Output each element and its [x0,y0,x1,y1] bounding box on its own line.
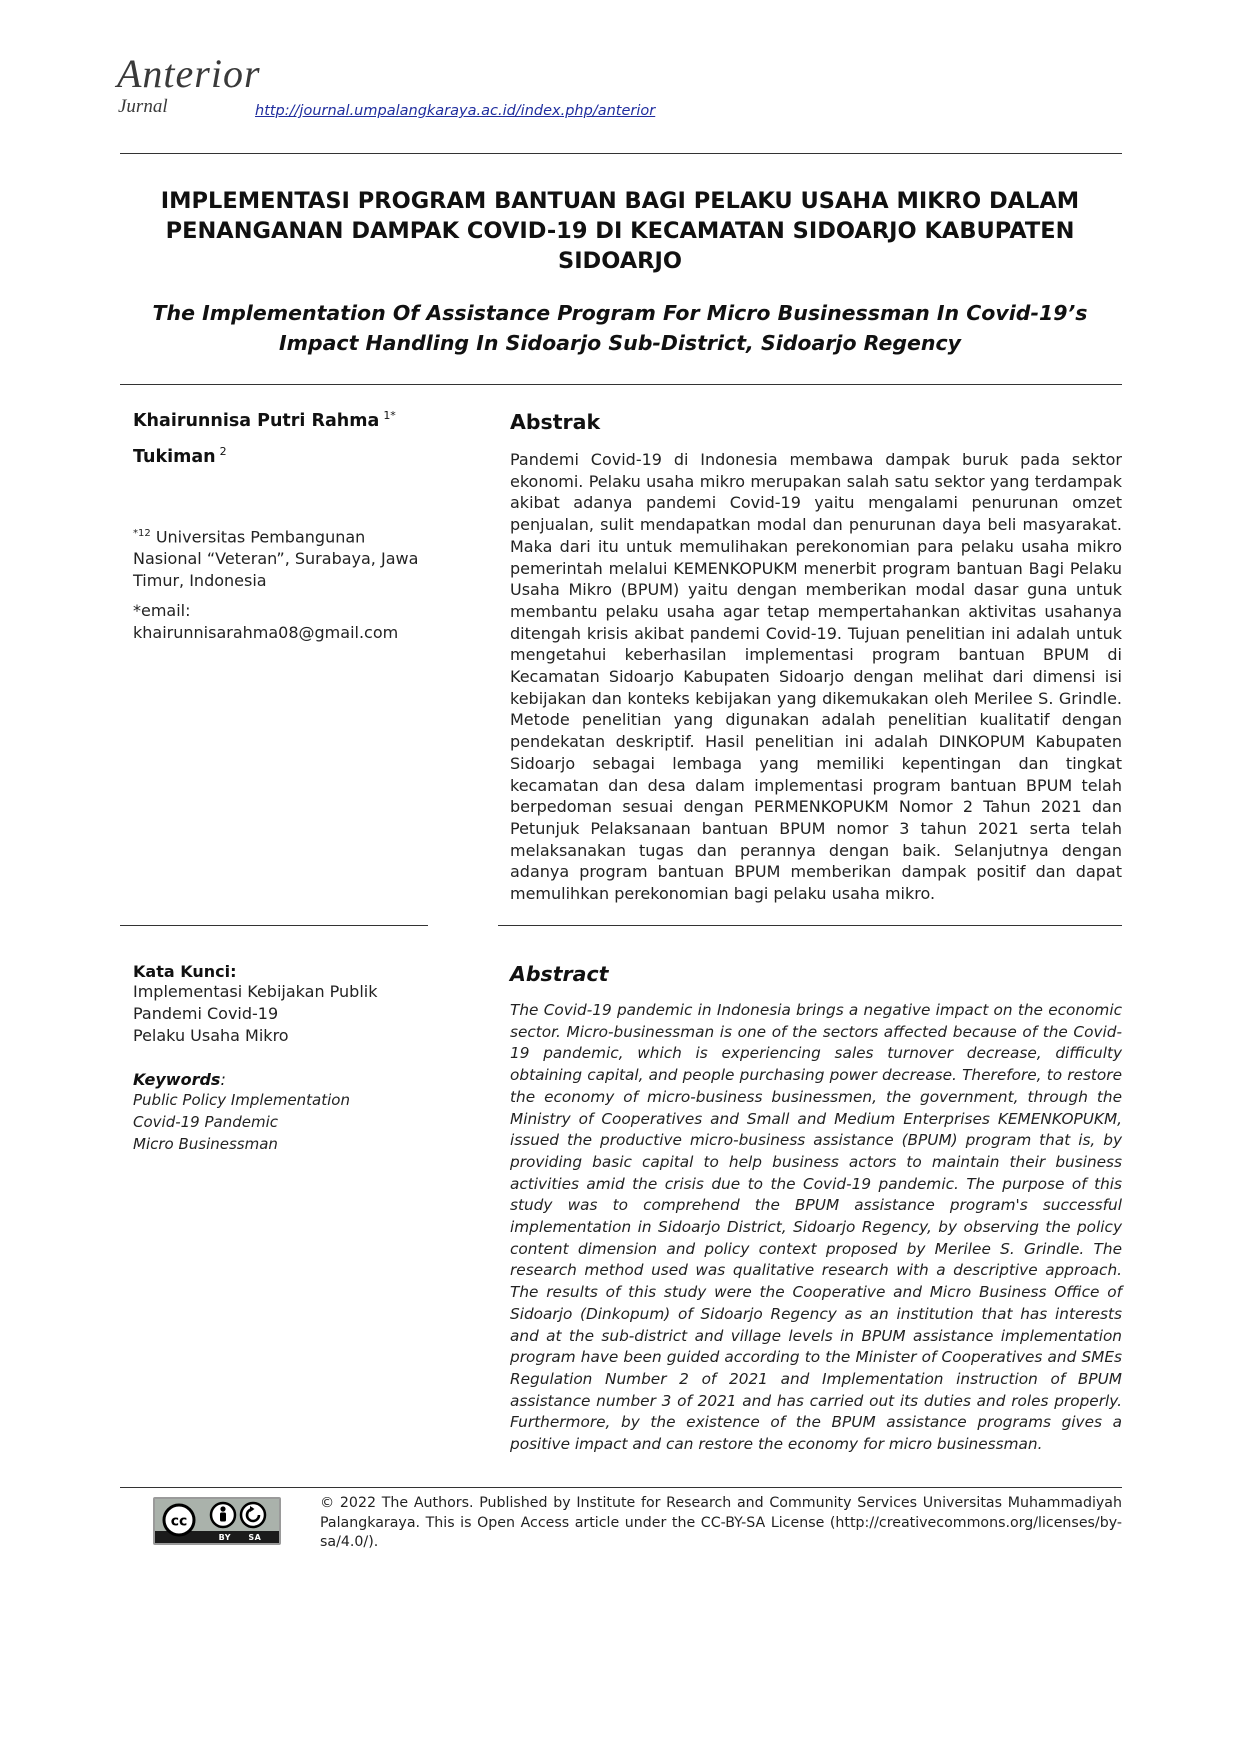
keyword-item-en: Covid-19 Pandemic [133,1113,279,1131]
left-column-divider [120,925,428,926]
copyright-notice: © 2022 The Authors. Published by Institute for Research and Community Services Universitas Muhammadiyah Palangkaraya. This is Open Access article under the CC-BY-SA License (http://creativecommons.org/licenses/by-sa/4.0/). [320,1495,1122,1550]
paper-title-indonesian: IMPLEMENTASI PROGRAM BANTUAN BAGI PELAKU USAHA MIKRO DALAM PENANGANAN DAMPAK COVID-19 DI KECAMATAN SIDOARJO KABUPATEN SIDOARJO [160,188,1080,274]
keywords-heading-en [133,1070,453,1089]
author-name: Tukiman [133,446,216,467]
email-block [133,600,433,644]
cc-by-sa-badge[interactable] [153,1497,281,1545]
title-divider [120,384,1122,385]
author-2 [133,445,227,467]
author-mark: 2 [219,445,227,458]
abstract-text: The Covid-19 pandemic in Indonesia brings a negative impact on the economic sector. Micro-businessman is one of the sectors affected because of the Covid-19 pandemic, which is experiencing sales turnover decrease, difficulty obtaining capital, and people purchasing power decrease. Therefore, to restore the economy of micro-business businessmen, the government, through the Ministry of Cooperatives and Small and Medium Enterprises KEMENKOPUKM, issued the productive micro-business assistance (BPUM) program that is, by providing basic capital to help business actors to maintain their business activities amid the crisis due to the Covid-19 pandemic. The purpose of this study was to comprehend the BPUM assistance program's successful implementation in Sidoarjo District, Sidoarjo Regency, by observing the policy content dimension and policy context proposed by Merilee S. Grindle. The research method used was qualitative research with a descriptive approach. The results of this study were the Cooperative and Micro Business Office of Sidoarjo (Dinkopum) of Sidoarjo Regency as an institution that has interests and at the sub-district and village levels in BPUM assistance implementation program have been guided according to the Minister of Cooperatives and SMEs Regulation Number 2 of 2021 and Implementation instruction of BPUM assistance number 3 of 2021 and has carried out its duties and roles properly. Furthermore, by the existence of the BPUM assistance programs gives a positive impact and can restore the economy for micro businessman. [510,1001,1122,1454]
keywords-english [133,1070,453,1155]
keyword-item-en: Micro Businessman [133,1135,278,1153]
cc-sa-label: SA [248,1533,262,1542]
cc-license-labels [210,1533,270,1542]
affiliation-text: Universitas Pembangunan Nasional “Veteran”, Surabaya, Jawa Timur, Indonesia [133,527,419,591]
cc-by-label: BY [218,1533,232,1542]
journal-url-link[interactable]: http://journal.umpalangkaraya.ac.id/index.php/anterior [255,103,656,119]
author-mark: 1* [383,409,396,422]
affiliation [133,523,433,592]
abstract-heading: Abstract [510,962,609,986]
keyword-item: Pandemi Covid-19 [133,1004,279,1023]
journal-subtitle: Jurnal [118,96,168,117]
abstrak-heading: Abstrak [510,410,601,434]
header-divider [120,153,1122,154]
email-label: *email: [133,601,191,620]
keyword-item: Implementasi Kebijakan Publik [133,982,378,1001]
keywords-heading-en-colon: : [220,1070,226,1089]
author-1 [133,409,396,431]
footer-divider [120,1487,1122,1488]
keyword-item: Pelaku Usaha Mikro [133,1026,289,1045]
keywords-heading-en-label: Keywords [133,1070,221,1089]
keyword-item-en: Public Policy Implementation [133,1091,350,1109]
author-name: Khairunnisa Putri Rahma [133,410,380,431]
paper-title-english: The Implementation Of Assistance Program For Micro Businessman In Covid-19’s Impact Handling In Sidoarjo Sub-District, Sidoarjo Regency [152,301,1088,355]
svg-text:cc: cc [170,1513,188,1530]
keywords-indonesian [133,962,453,1047]
affiliation-mark: *12 [133,528,151,539]
right-column-divider [498,925,1122,926]
keywords-heading: Kata Kunci: [133,962,237,981]
journal-name: Anterior [117,51,261,96]
email-address: khairunnisarahma08@gmail.com [133,623,399,642]
abstrak-text: Pandemi Covid-19 di Indonesia membawa dampak buruk pada sektor ekonomi. Pelaku usaha mikro merupakan salah satu sektor yang terdampak akibat adanya pandemi Covid-19 yaitu mengalami penurunan omzet penjualan, sulit mendapatkan modal dan penurunan daya beli masyarakat. Maka dari itu untuk memulihakan perekonomian para pelaku usaha mikro pemerintah melalui KEMENKOPUKM menerbit program bantuan Bagi Pelaku Usaha Mikro (BPUM) yaitu dengan memberikan modal dasar guna untuk membantu pelaku usaha agar tetap mempertahankan aktivitas usahanya ditengah krisis akibat pandemi Covid-19. Tujuan penelitian ini adalah untuk mengetahui keberhasilan implementasi program bantuan BPUM di Kecamatan Sidoarjo Kabupaten Sidoarjo dengan melihat dari dimensi isi kebijakan dan konteks kebijakan yang dikemukakan oleh Merilee S. Grindle. Metode penelitian yang digunakan adalah penelitian kualitatif dengan pendekatan deskriptif. Hasil penelitian ini adalah DINKOPUM Kabupaten Sidoarjo sebagai lembaga yang memiliki kepentingan dan tingkat kecamatan dan desa dalam implementasi program bantuan BPUM telah berpedoman sesuai dengan PERMENKOPUKM Nomor 2 Tahun 2021 dan Petunjuk Pelaksanaan bantuan BPUM nomor 3 tahun 2021 serta telah melaksanakan tugas dan perannya dengan baik. Selanjutnya dengan adanya program bantuan BPUM memberikan dampak positif dan dapat memulihkan perekonomian bagi pelaku usaha mikro. [510,450,1122,904]
